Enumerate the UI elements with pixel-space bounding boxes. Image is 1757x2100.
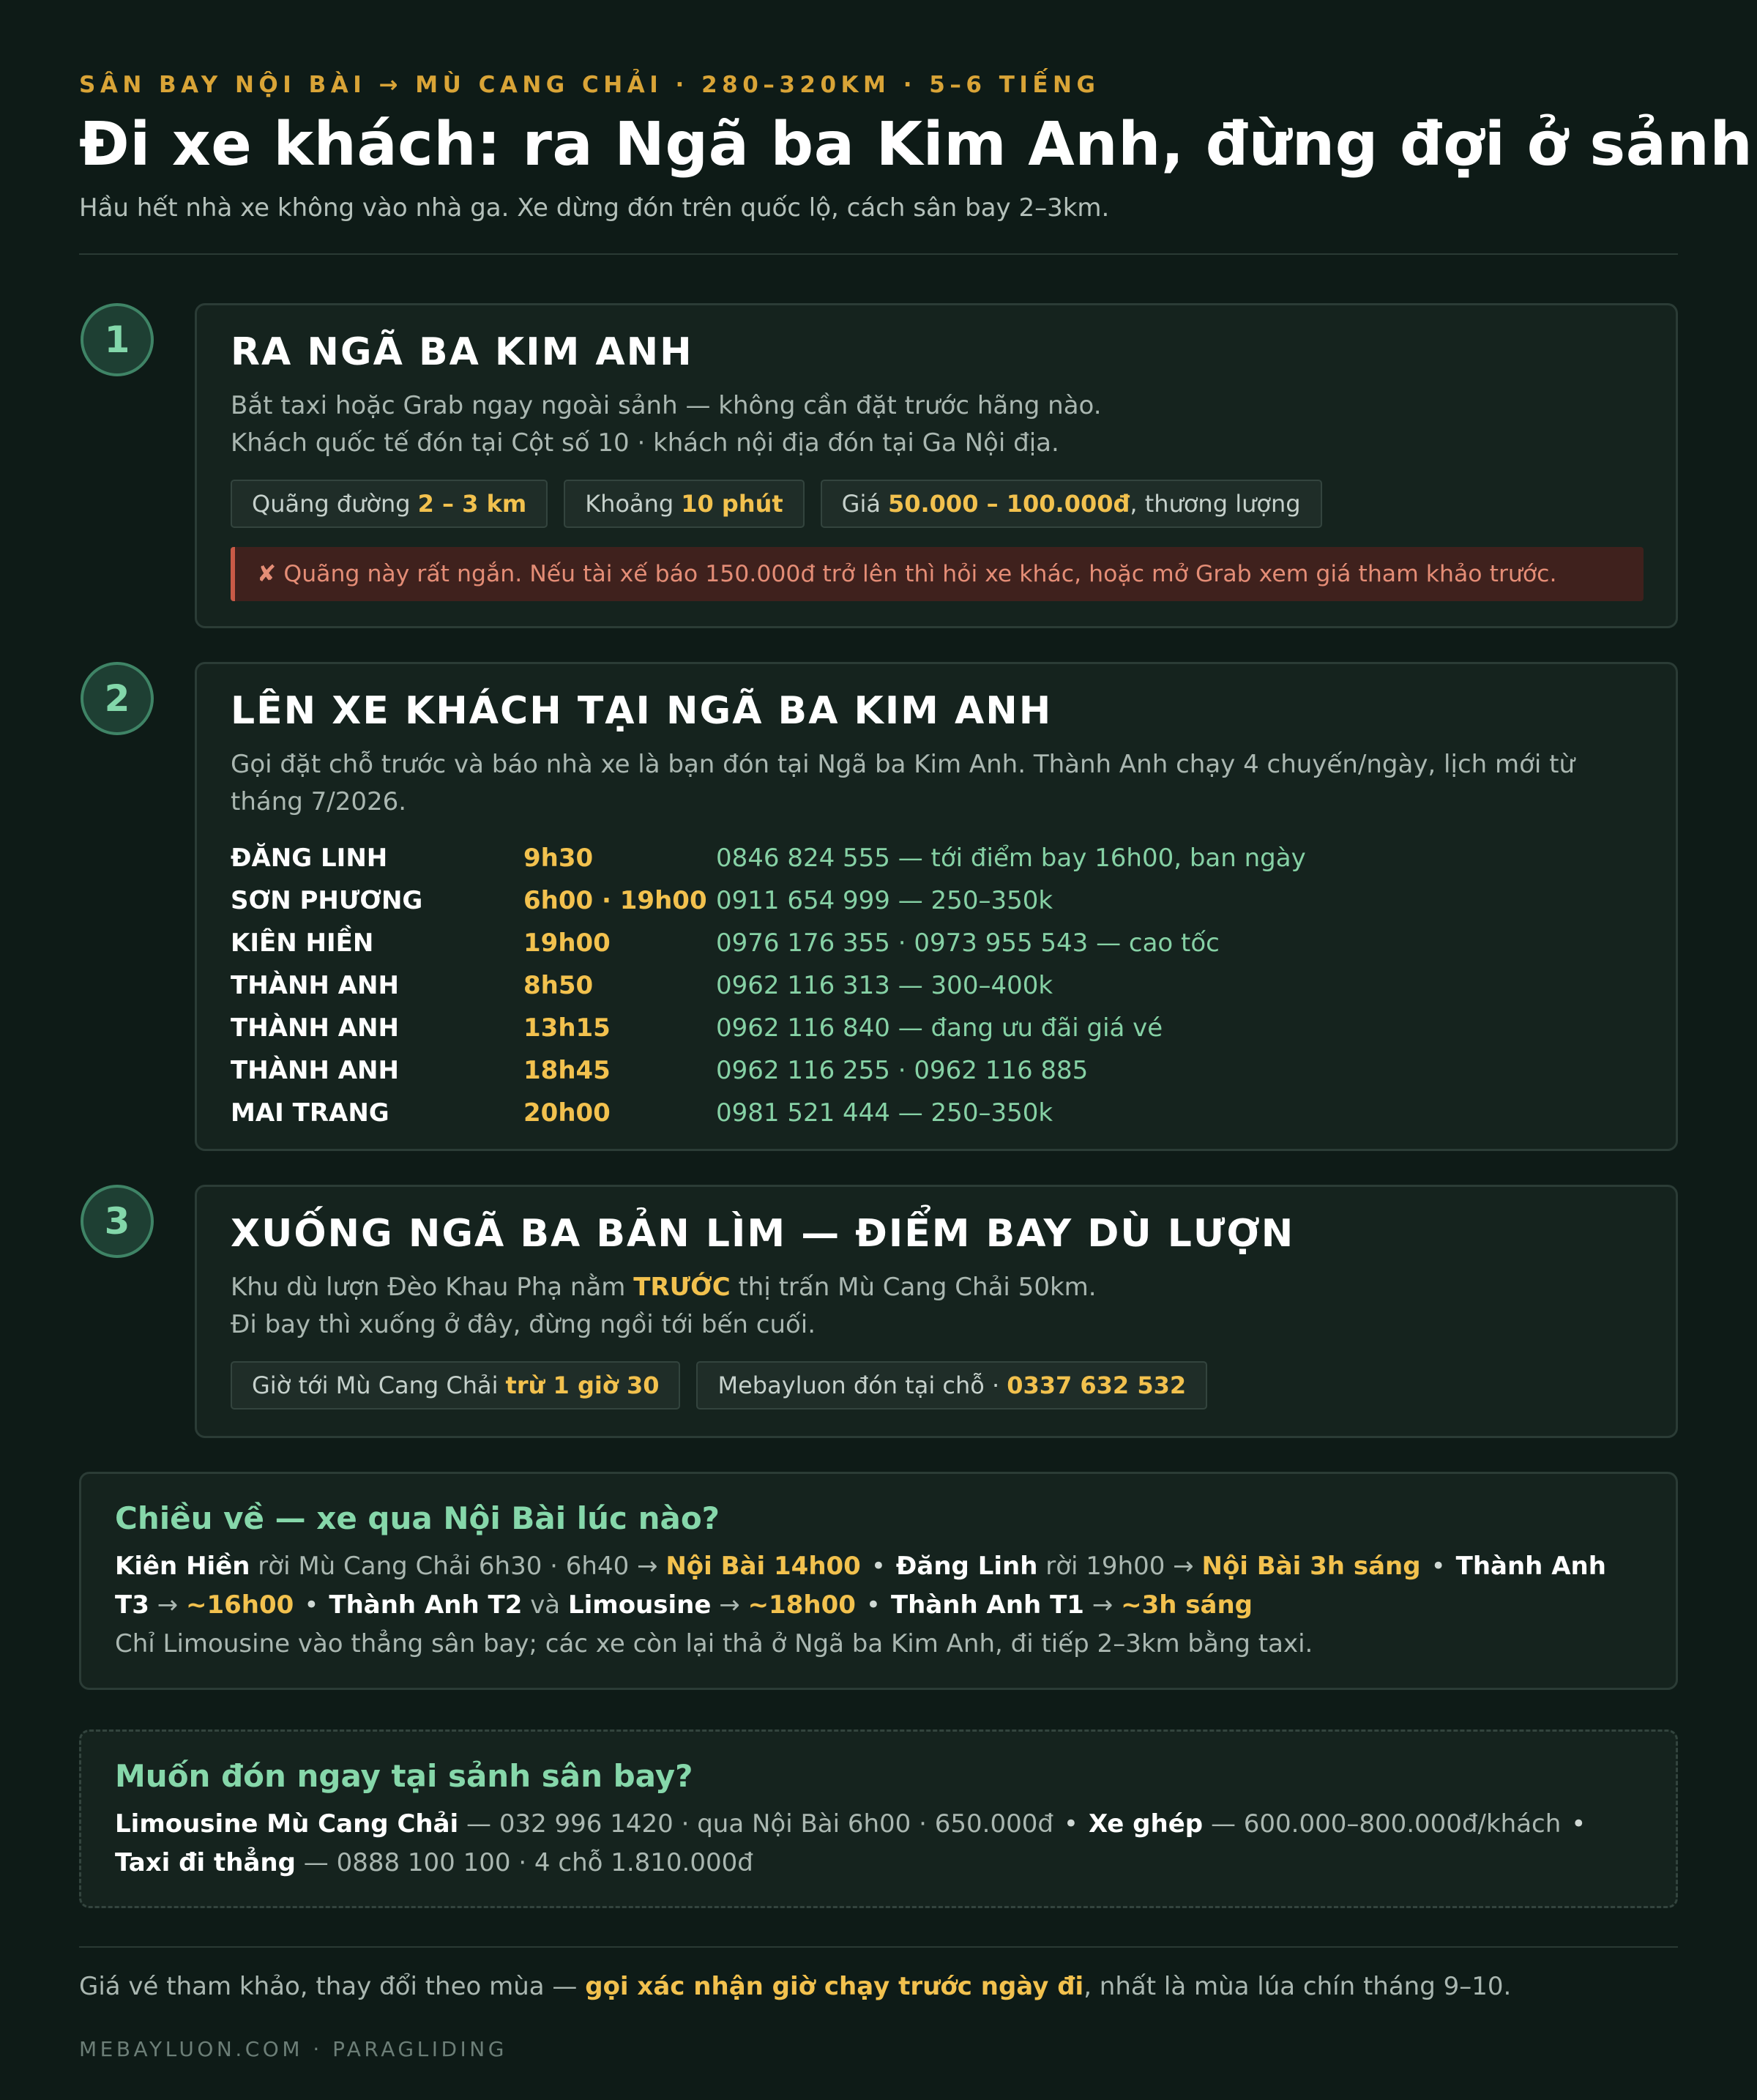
step-2-card: [195, 662, 1678, 1151]
price-warning-alert: ✘ Quãng này rất ngắn. Nếu tài xế báo 150.000đ trở lên thì hỏi xe khác, hoặc mở Grab xem giá tham khảo trước.: [231, 547, 1644, 601]
departure-time: 13h15: [523, 1013, 611, 1043]
operator-name: ĐĂNG LINH: [231, 844, 388, 873]
step-1-title: RA NGÃ BA KIM ANH: [231, 330, 693, 374]
operator-name: THÀNH ANH: [231, 1013, 399, 1043]
step-3-card: [195, 1185, 1678, 1438]
operator-name: KIÊN HIỀN: [231, 928, 374, 958]
step-1-badge: 1: [81, 303, 154, 376]
contact-info[interactable]: 0846 824 555 — tới điểm bay 16h00, ban ngày: [716, 844, 1306, 873]
contact-info[interactable]: 0911 654 999 — 250–350k: [716, 886, 1053, 915]
operator-name: SƠN PHƯƠNG: [231, 886, 423, 915]
airport-pickup-box: [79, 1729, 1678, 1908]
operator-name: THÀNH ANH: [231, 1056, 399, 1085]
return-trip-box: [79, 1472, 1678, 1690]
step-3-title: XUỐNG NGÃ BA BẢN LÌM — ĐIỂM BAY DÙ LƯỢN: [231, 1212, 1295, 1256]
footer-note: Giá vé tham khảo, thay đổi theo mùa — gọi xác nhận giờ chạy trước ngày đi, nhất là mùa lúa chín tháng 9–10.: [79, 1972, 1512, 2001]
pickup-line-2: Taxi đi thẳng — 0888 100 100 · 4 chỗ 1.810.000đ: [115, 1848, 753, 1877]
step-2-title: LÊN XE KHÁCH TẠI NGÃ BA KIM ANH: [231, 689, 1053, 733]
step-3-line-2: Đi bay thì xuống ở đây, đừng ngồi tới bến cuối.: [231, 1310, 816, 1339]
return-note: Chỉ Limousine vào thẳng sân bay; các xe còn lại thả ở Ngã ba Kim Anh, đi tiếp 2–3km bằng taxi.: [115, 1629, 1313, 1658]
departure-time: 8h50: [523, 971, 594, 1000]
footer-divider: [79, 1946, 1678, 1948]
route-eyebrow: SÂN BAY NỘI BÀI → MÙ CANG CHẢI · 280–320KM · 5–6 TIẾNG: [79, 72, 1100, 98]
contact-info[interactable]: 0976 176 355 · 0973 955 543 — cao tốc: [716, 928, 1220, 958]
duration-chip: Khoảng 10 phút: [564, 480, 804, 528]
airport-pickup-title: Muốn đón ngay tại sảnh sân bay?: [115, 1758, 693, 1794]
step-3-badge: 3: [81, 1185, 154, 1258]
contact-info[interactable]: 0981 521 444 — 250–350k: [716, 1098, 1053, 1128]
contact-info[interactable]: 0962 116 313 — 300–400k: [716, 971, 1053, 1000]
pickup-contact-chip[interactable]: Mebayluon đón tại chỗ · 0337 632 532: [696, 1361, 1207, 1410]
step-2-line-2: tháng 7/2026.: [231, 787, 407, 816]
departure-time: 6h00 · 19h00: [523, 886, 707, 915]
pickup-line-1: Limousine Mù Cang Chải — 032 996 1420 · qua Nội Bài 6h00 · 650.000đ • Xe ghép — 600.000–800.000đ/khách •: [115, 1809, 1586, 1839]
page-subtitle: Hầu hết nhà xe không vào nhà ga. Xe dừng đón trên quốc lộ, cách sân bay 2–3km.: [79, 193, 1110, 223]
departure-time: 9h30: [523, 844, 594, 873]
price-chip: Giá 50.000 – 100.000đ , thương lượng: [821, 480, 1322, 528]
operator-name: MAI TRANG: [231, 1098, 389, 1128]
step-2-line-1: Gọi đặt chỗ trước và báo nhà xe là bạn đón tại Ngã ba Kim Anh. Thành Anh chạy 4 chuyến/ngày, lịch mới từ: [231, 750, 1575, 779]
contact-info[interactable]: 0962 116 840 — đang ưu đãi giá vé: [716, 1013, 1163, 1043]
step-1-chips: [231, 480, 1322, 528]
page-title: Đi xe khách: ra Ngã ba Kim Anh, đừng đợi ở sảnh: [79, 110, 1753, 179]
step-1-line-2: Khách quốc tế đón tại Cột số 10 · khách nội địa đón tại Ga Nội địa.: [231, 428, 1059, 458]
header-divider: [79, 253, 1678, 255]
departure-time: 18h45: [523, 1056, 611, 1085]
step-2-badge: 2: [81, 662, 154, 735]
return-line-1: Kiên Hiền rời Mù Cang Chải 6h30 · 6h40 → Nội Bài 14h00 • Đăng Linh rời 19h00 → Nội Bài 3h sáng • Thành Anh: [115, 1552, 1606, 1581]
step-1-card: [195, 303, 1678, 628]
emphasis-before: TRƯỚC: [633, 1273, 731, 1302]
step-1-line-1: Bắt taxi hoặc Grab ngay ngoài sảnh — không cần đặt trước hãng nào.: [231, 391, 1102, 420]
step-3-line-1: Khu dù lượn Đèo Khau Phạ nằm TRƯỚC thị trấn Mù Cang Chải 50km.: [231, 1273, 1097, 1302]
operator-name: THÀNH ANH: [231, 971, 399, 1000]
arrival-offset-chip: Giờ tới Mù Cang Chải trừ 1 giờ 30: [231, 1361, 680, 1410]
departure-time: 20h00: [523, 1098, 611, 1128]
distance-chip: Quãng đường 2 – 3 km: [231, 480, 548, 528]
return-trip-title: Chiều về — xe qua Nội Bài lúc nào?: [115, 1500, 720, 1536]
step-3-chips: [231, 1361, 1207, 1410]
departure-time: 19h00: [523, 928, 611, 958]
contact-info[interactable]: 0962 116 255 · 0962 116 885: [716, 1056, 1089, 1085]
return-line-2: T3 → ~16h00 • Thành Anh T2 và Limousine → ~18h00 • Thành Anh T1 → ~3h sáng: [115, 1590, 1253, 1620]
brand-footer[interactable]: MEBAYLUON.COM · PARAGLIDING: [79, 2037, 507, 2061]
